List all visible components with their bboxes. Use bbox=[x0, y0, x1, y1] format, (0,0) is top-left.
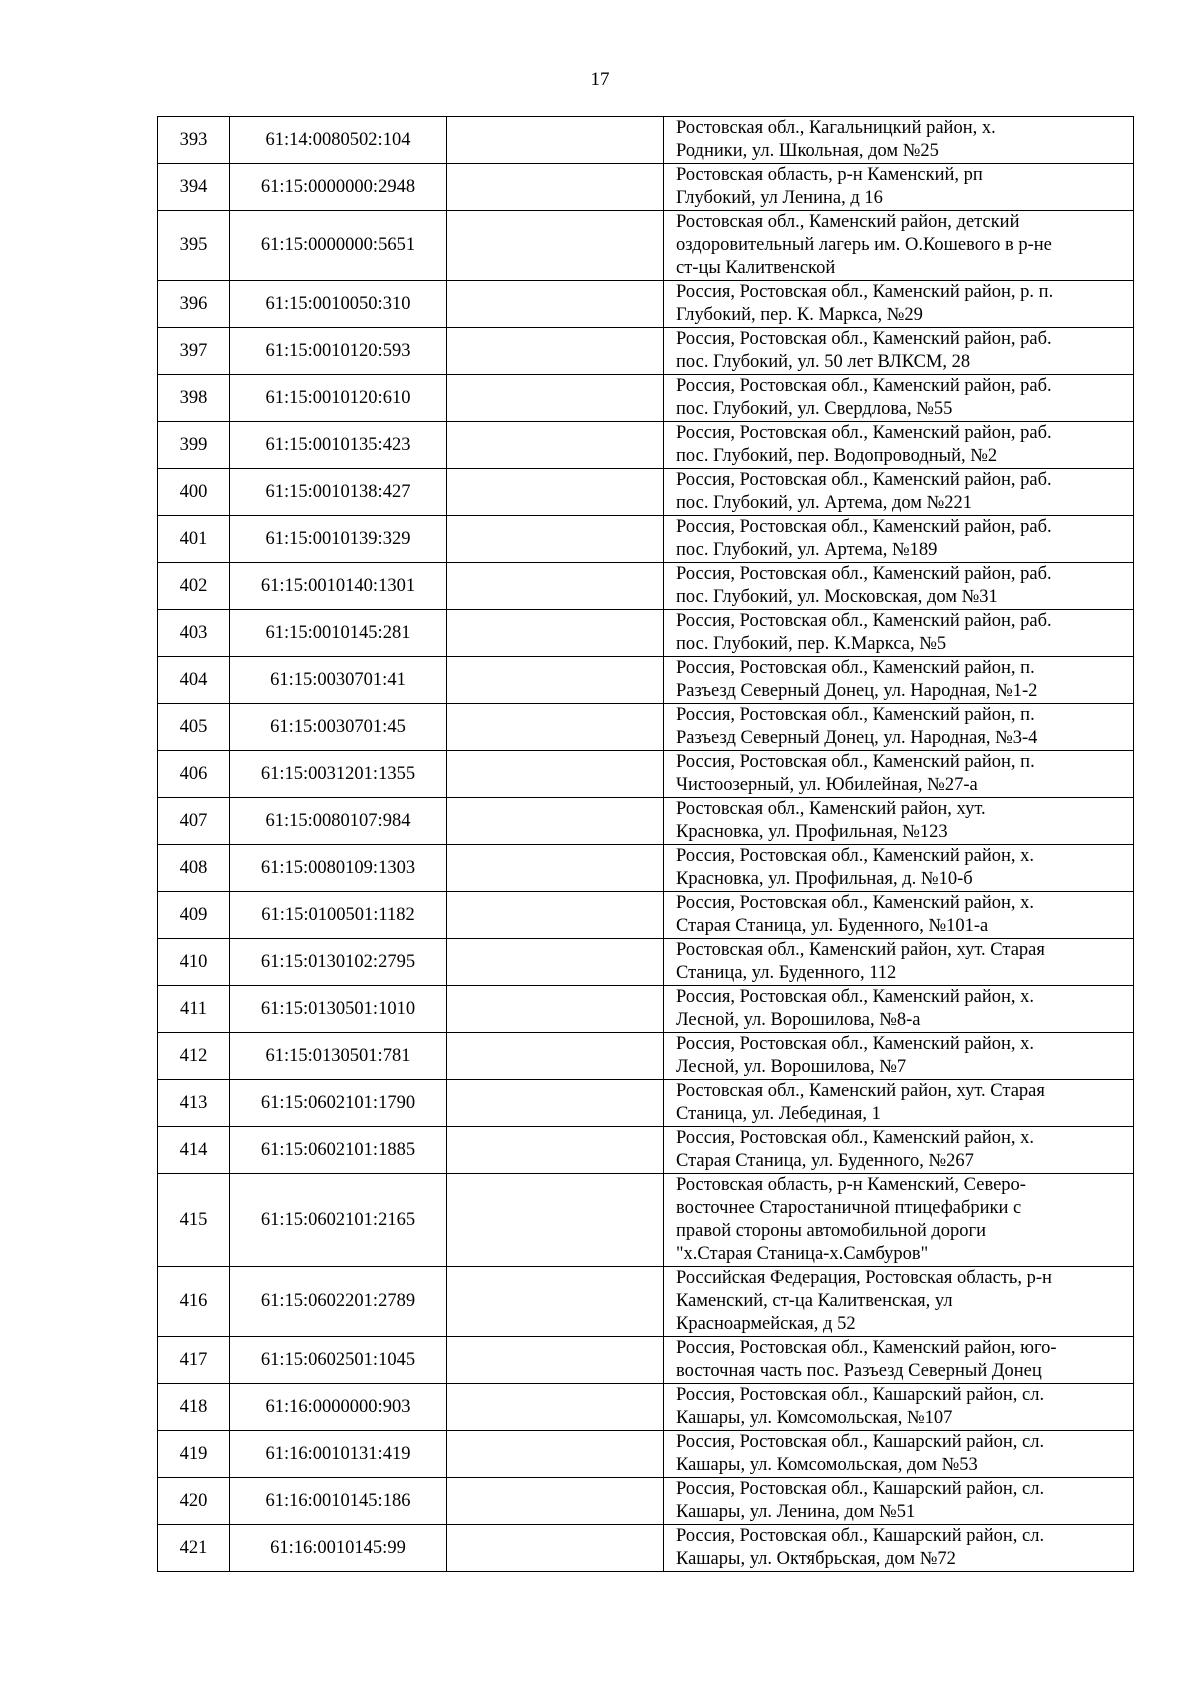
empty-cell bbox=[447, 939, 664, 986]
address-cell bbox=[664, 516, 1134, 563]
table-row bbox=[158, 1431, 1134, 1478]
address-text: Россия, Ростовская обл., Каменский район, р. п. Глубокий, пер. К. Маркса, №29 bbox=[676, 282, 1054, 325]
row-number-cell: 403 bbox=[158, 610, 230, 657]
table-row bbox=[158, 610, 1134, 657]
empty-cell bbox=[447, 375, 664, 422]
address-cell bbox=[664, 798, 1134, 845]
cadastral-number-cell: 61:15:0602501:1045 bbox=[230, 1337, 447, 1384]
table-row bbox=[158, 751, 1134, 798]
address-text: Россия, Ростовская обл., Каменский район, раб. пос. Глубокий, ул. Артема, №189 bbox=[676, 517, 1052, 560]
empty-cell bbox=[447, 845, 664, 892]
row-number-cell: 393 bbox=[158, 117, 230, 164]
cadastral-number-cell: 61:16:0010131:419 bbox=[230, 1431, 447, 1478]
table-row bbox=[158, 1478, 1134, 1525]
row-number-cell: 406 bbox=[158, 751, 230, 798]
row-number-cell: 414 bbox=[158, 1127, 230, 1174]
cadastral-number-cell: 61:15:0030701:45 bbox=[230, 704, 447, 751]
address-text: Россия, Ростовская обл., Каменский район, раб. пос. Глубокий, пер. Водопроводный, №2 bbox=[676, 423, 1052, 466]
table-row bbox=[158, 657, 1134, 704]
address-text: Россия, Ростовская обл., Каменский район, х. Старая Станица, ул. Буденного, №101-а bbox=[676, 893, 1035, 936]
address-text: Россия, Ростовская обл., Каменский район, раб. пос. Глубокий, ул. Артема, дом №221 bbox=[676, 470, 1052, 513]
address-text: Россия, Ростовская обл., Каменский район, п. Чистоозерный, ул. Юбилейная, №27-а bbox=[676, 752, 1035, 795]
cadastral-number-cell: 61:15:0010120:593 bbox=[230, 328, 447, 375]
row-number-cell: 410 bbox=[158, 939, 230, 986]
row-number-cell: 405 bbox=[158, 704, 230, 751]
address-cell bbox=[664, 1174, 1134, 1267]
empty-cell bbox=[447, 516, 664, 563]
table-row bbox=[158, 1174, 1134, 1267]
empty-cell bbox=[447, 1080, 664, 1127]
row-number-cell: 394 bbox=[158, 164, 230, 211]
address-cell bbox=[664, 469, 1134, 516]
empty-cell bbox=[447, 1174, 664, 1267]
row-number-cell: 419 bbox=[158, 1431, 230, 1478]
empty-cell bbox=[447, 1337, 664, 1384]
address-text: Россия, Ростовская обл., Каменский район, юго- восточная часть пос. Разъезд Северный Донец bbox=[676, 1338, 1057, 1381]
address-text: Российская Федерация, Ростовская область, р-н Каменский, ст-ца Калитвенская, ул Красноармейская, д 52 bbox=[676, 1268, 1052, 1334]
empty-cell bbox=[447, 211, 664, 281]
table-row bbox=[158, 1337, 1134, 1384]
address-cell bbox=[664, 845, 1134, 892]
table-row bbox=[158, 798, 1134, 845]
registry-table bbox=[157, 116, 1134, 1572]
cadastral-number-cell: 61:15:0130501:781 bbox=[230, 1033, 447, 1080]
table-row bbox=[158, 1384, 1134, 1431]
address-cell bbox=[664, 751, 1134, 798]
cadastral-number-cell: 61:15:0030701:41 bbox=[230, 657, 447, 704]
address-text: Россия, Ростовская обл., Кашарский район, сл. Кашары, ул. Октябрьская, дом №72 bbox=[676, 1526, 1045, 1569]
empty-cell bbox=[447, 610, 664, 657]
cadastral-number-cell: 61:15:0100501:1182 bbox=[230, 892, 447, 939]
address-text: Ростовская область, р-н Каменский, Северо- восточнее Старостаничной птицефабрики с правой стороны автомобильной дороги "х.Старая Станица-х.Самбуров" bbox=[676, 1175, 1026, 1264]
empty-cell bbox=[447, 1384, 664, 1431]
cadastral-number-cell: 61:16:0000000:903 bbox=[230, 1384, 447, 1431]
address-cell bbox=[664, 1267, 1134, 1337]
empty-cell bbox=[447, 164, 664, 211]
address-cell bbox=[664, 211, 1134, 281]
address-cell bbox=[664, 1337, 1134, 1384]
table-row bbox=[158, 328, 1134, 375]
empty-cell bbox=[447, 1267, 664, 1337]
row-number-cell: 396 bbox=[158, 281, 230, 328]
row-number-cell: 413 bbox=[158, 1080, 230, 1127]
table-row bbox=[158, 164, 1134, 211]
table-row bbox=[158, 986, 1134, 1033]
cadastral-number-cell: 61:15:0080109:1303 bbox=[230, 845, 447, 892]
address-cell bbox=[664, 563, 1134, 610]
empty-cell bbox=[447, 704, 664, 751]
empty-cell bbox=[447, 1431, 664, 1478]
address-text: Ростовская обл., Кагальницкий район, х. Родники, ул. Школьная, дом №25 bbox=[676, 118, 996, 161]
row-number-cell: 397 bbox=[158, 328, 230, 375]
address-text: Россия, Ростовская обл., Каменский район, раб. пос. Глубокий, ул. Свердлова, №55 bbox=[676, 376, 1052, 419]
address-text: Ростовская область, р-н Каменский, рп Глубокий, ул Ленина, д 16 bbox=[676, 165, 983, 208]
empty-cell bbox=[447, 281, 664, 328]
row-number-cell: 400 bbox=[158, 469, 230, 516]
table-row bbox=[158, 516, 1134, 563]
row-number-cell: 411 bbox=[158, 986, 230, 1033]
address-cell bbox=[664, 375, 1134, 422]
table-row bbox=[158, 704, 1134, 751]
address-cell bbox=[664, 610, 1134, 657]
address-cell bbox=[664, 281, 1134, 328]
row-number-cell: 402 bbox=[158, 563, 230, 610]
table-row bbox=[158, 375, 1134, 422]
cadastral-number-cell: 61:15:0602101:1885 bbox=[230, 1127, 447, 1174]
cadastral-number-cell: 61:15:0602101:2165 bbox=[230, 1174, 447, 1267]
table-row bbox=[158, 1080, 1134, 1127]
empty-cell bbox=[447, 986, 664, 1033]
address-text: Россия, Ростовская обл., Кашарский район, сл. Кашары, ул. Комсомольская, дом №53 bbox=[676, 1432, 1045, 1475]
empty-cell bbox=[447, 751, 664, 798]
address-text: Россия, Ростовская обл., Кашарский район, сл. Кашары, ул. Ленина, дом №51 bbox=[676, 1479, 1045, 1522]
address-text: Ростовская обл., Каменский район, детский оздоровительный лагерь им. О.Кошевого в р-не ст-цы Калитвенской bbox=[676, 212, 1052, 278]
empty-cell bbox=[447, 469, 664, 516]
address-cell bbox=[664, 892, 1134, 939]
cadastral-number-cell: 61:15:0010050:310 bbox=[230, 281, 447, 328]
empty-cell bbox=[447, 892, 664, 939]
address-text: Ростовская обл., Каменский район, хут. Старая Станица, ул. Буденного, 112 bbox=[676, 940, 1045, 983]
cadastral-number-cell: 61:15:0130501:1010 bbox=[230, 986, 447, 1033]
cadastral-number-cell: 61:15:0010145:281 bbox=[230, 610, 447, 657]
address-text: Россия, Ростовская обл., Каменский район, х. Лесной, ул. Ворошилова, №8-а bbox=[676, 987, 1035, 1030]
registry-table-body bbox=[158, 117, 1134, 1572]
cadastral-number-cell: 61:15:0010140:1301 bbox=[230, 563, 447, 610]
cadastral-number-cell: 61:15:0000000:5651 bbox=[230, 211, 447, 281]
address-text: Россия, Ростовская обл., Каменский район, п. Разъезд Северный Донец, ул. Народная, №1-2 bbox=[676, 658, 1038, 701]
empty-cell bbox=[447, 798, 664, 845]
table-row bbox=[158, 1267, 1134, 1337]
cadastral-number-cell: 61:15:0080107:984 bbox=[230, 798, 447, 845]
address-cell bbox=[664, 1478, 1134, 1525]
empty-cell bbox=[447, 657, 664, 704]
address-cell bbox=[664, 117, 1134, 164]
row-number-cell: 420 bbox=[158, 1478, 230, 1525]
row-number-cell: 415 bbox=[158, 1174, 230, 1267]
row-number-cell: 395 bbox=[158, 211, 230, 281]
address-text: Россия, Ростовская обл., Каменский район, раб. пос. Глубокий, ул. Московская, дом №31 bbox=[676, 564, 1052, 607]
row-number-cell: 408 bbox=[158, 845, 230, 892]
table-row bbox=[158, 1033, 1134, 1080]
address-cell bbox=[664, 164, 1134, 211]
empty-cell bbox=[447, 563, 664, 610]
address-text: Россия, Ростовская обл., Каменский район, х. Лесной, ул. Ворошилова, №7 bbox=[676, 1034, 1035, 1077]
row-number-cell: 401 bbox=[158, 516, 230, 563]
empty-cell bbox=[447, 328, 664, 375]
address-cell bbox=[664, 1033, 1134, 1080]
table-row bbox=[158, 281, 1134, 328]
empty-cell bbox=[447, 1525, 664, 1572]
address-cell bbox=[664, 328, 1134, 375]
empty-cell bbox=[447, 422, 664, 469]
cadastral-number-cell: 61:15:0010139:329 bbox=[230, 516, 447, 563]
address-text: Россия, Ростовская обл., Кашарский район, сл. Кашары, ул. Комсомольская, №107 bbox=[676, 1385, 1045, 1428]
address-text: Россия, Ростовская обл., Каменский район, раб. пос. Глубокий, ул. 50 лет ВЛКСМ, 28 bbox=[676, 329, 1052, 372]
address-cell bbox=[664, 1127, 1134, 1174]
empty-cell bbox=[447, 117, 664, 164]
cadastral-number-cell: 61:15:0010120:610 bbox=[230, 375, 447, 422]
row-number-cell: 416 bbox=[158, 1267, 230, 1337]
cadastral-number-cell: 61:15:0130102:2795 bbox=[230, 939, 447, 986]
address-cell bbox=[664, 986, 1134, 1033]
table-row bbox=[158, 939, 1134, 986]
cadastral-number-cell: 61:16:0010145:99 bbox=[230, 1525, 447, 1572]
table-row bbox=[158, 422, 1134, 469]
empty-cell bbox=[447, 1478, 664, 1525]
cadastral-number-cell: 61:15:0010135:423 bbox=[230, 422, 447, 469]
address-cell bbox=[664, 939, 1134, 986]
address-text: Россия, Ростовская обл., Каменский район, х. Красновка, ул. Профильная, д. №10-б bbox=[676, 846, 1035, 889]
address-cell bbox=[664, 1525, 1134, 1572]
table-row bbox=[158, 1127, 1134, 1174]
row-number-cell: 421 bbox=[158, 1525, 230, 1572]
address-cell bbox=[664, 704, 1134, 751]
table-row bbox=[158, 845, 1134, 892]
table-row bbox=[158, 1525, 1134, 1572]
table-row bbox=[158, 117, 1134, 164]
row-number-cell: 399 bbox=[158, 422, 230, 469]
cadastral-number-cell: 61:15:0602101:1790 bbox=[230, 1080, 447, 1127]
cadastral-number-cell: 61:15:0000000:2948 bbox=[230, 164, 447, 211]
row-number-cell: 407 bbox=[158, 798, 230, 845]
table-row bbox=[158, 469, 1134, 516]
address-text: Ростовская обл., Каменский район, хут. Красновка, ул. Профильная, №123 bbox=[676, 799, 986, 842]
row-number-cell: 417 bbox=[158, 1337, 230, 1384]
row-number-cell: 412 bbox=[158, 1033, 230, 1080]
address-text: Россия, Ростовская обл., Каменский район, раб. пос. Глубокий, пер. К.Маркса, №5 bbox=[676, 611, 1052, 654]
address-cell bbox=[664, 1384, 1134, 1431]
table-row bbox=[158, 892, 1134, 939]
row-number-cell: 404 bbox=[158, 657, 230, 704]
address-cell bbox=[664, 657, 1134, 704]
address-cell bbox=[664, 422, 1134, 469]
cadastral-number-cell: 61:15:0602201:2789 bbox=[230, 1267, 447, 1337]
row-number-cell: 398 bbox=[158, 375, 230, 422]
address-text: Россия, Ростовская обл., Каменский район, х. Старая Станица, ул. Буденного, №267 bbox=[676, 1128, 1035, 1171]
page-number: 17 bbox=[590, 69, 610, 90]
table-row bbox=[158, 211, 1134, 281]
cadastral-number-cell: 61:15:0031201:1355 bbox=[230, 751, 447, 798]
cadastral-number-cell: 61:14:0080502:104 bbox=[230, 117, 447, 164]
address-cell bbox=[664, 1080, 1134, 1127]
table-row bbox=[158, 563, 1134, 610]
row-number-cell: 409 bbox=[158, 892, 230, 939]
empty-cell bbox=[447, 1127, 664, 1174]
address-cell bbox=[664, 1431, 1134, 1478]
cadastral-number-cell: 61:16:0010145:186 bbox=[230, 1478, 447, 1525]
cadastral-number-cell: 61:15:0010138:427 bbox=[230, 469, 447, 516]
address-text: Ростовская обл., Каменский район, хут. Старая Станица, ул. Лебединая, 1 bbox=[676, 1081, 1045, 1124]
empty-cell bbox=[447, 1033, 664, 1080]
address-text: Россия, Ростовская обл., Каменский район, п. Разъезд Северный Донец, ул. Народная, №3-4 bbox=[676, 705, 1038, 748]
row-number-cell: 418 bbox=[158, 1384, 230, 1431]
